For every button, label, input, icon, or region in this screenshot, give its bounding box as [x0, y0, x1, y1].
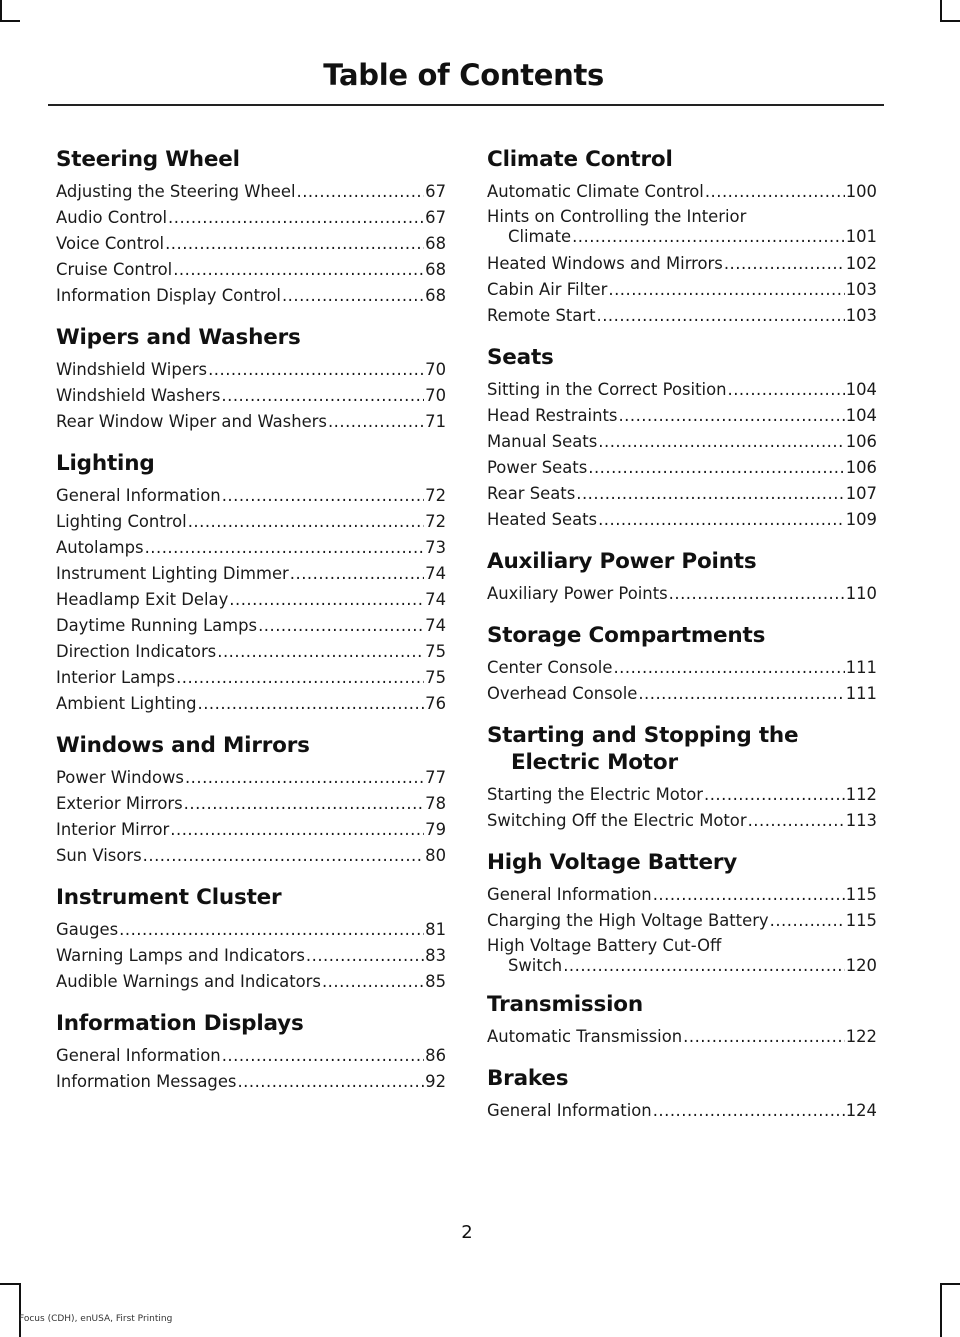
toc-entry-page: 77 [425, 768, 446, 787]
toc-entry-label: General Information [487, 885, 652, 904]
toc-leader-dots [258, 613, 424, 639]
section-title [56, 884, 446, 911]
toc-entry-label: Windshield Washers [56, 386, 221, 405]
toc-section [56, 1010, 446, 1095]
toc-entry-page: 106 [845, 432, 877, 451]
toc-entry[interactable] [487, 1024, 877, 1050]
toc-entry[interactable] [56, 383, 446, 409]
toc-entry-label: Charging the High Voltage Battery [487, 911, 769, 930]
toc-right-column [487, 146, 877, 1139]
toc-entry[interactable] [56, 691, 446, 717]
toc-entry-page: 68 [425, 286, 446, 305]
toc-leader-dots [221, 383, 424, 409]
toc-leader-dots [748, 808, 845, 834]
toc-entry[interactable] [56, 1069, 446, 1095]
toc-entry[interactable] [487, 581, 877, 607]
toc-entry-label: General Information [487, 1101, 652, 1120]
toc-leader-dots [588, 455, 844, 481]
toc-entry[interactable] [56, 509, 446, 535]
toc-entry[interactable] [56, 613, 446, 639]
toc-entry[interactable] [487, 681, 877, 707]
toc-section [487, 344, 877, 533]
section-title-text: Seats [487, 345, 554, 370]
toc-entry-label: Heated Seats [487, 510, 598, 529]
toc-section [487, 849, 877, 976]
toc-section [56, 146, 446, 309]
toc-entry[interactable] [56, 943, 446, 969]
toc-entry[interactable] [487, 277, 877, 303]
toc-entry-label: Lighting Control [56, 512, 187, 531]
toc-entry-page: 85 [425, 972, 446, 991]
section-title-text: Instrument Cluster [56, 885, 282, 910]
toc-entry-label: Cabin Air Filter [487, 280, 608, 299]
toc-leader-dots [217, 639, 424, 665]
section-title [487, 548, 877, 575]
toc-entry-page: 112 [845, 785, 877, 804]
toc-entry-page: 75 [425, 642, 446, 661]
toc-leader-dots [638, 681, 844, 707]
toc-entry-page: 79 [425, 820, 446, 839]
toc-entry-label: Heated Windows and Mirrors [487, 254, 723, 273]
toc-leader-dots [306, 943, 424, 969]
toc-entry-page: 103 [845, 306, 877, 325]
section-title [56, 146, 446, 173]
toc-leader-dots [188, 509, 424, 535]
toc-section [56, 450, 446, 717]
toc-entry-page: 76 [425, 694, 446, 713]
toc-entry-label-line2: Climate [508, 227, 572, 246]
toc-entry[interactable] [487, 507, 877, 533]
section-title-text: Climate Control [487, 147, 673, 172]
toc-entry[interactable] [487, 403, 877, 429]
toc-entry-label: Power Seats [487, 458, 588, 477]
toc-entry-label: Audio Control [56, 208, 168, 227]
toc-entry[interactable] [487, 207, 877, 247]
toc-entry-label: Voice Control [56, 234, 165, 253]
toc-section [56, 324, 446, 435]
toc-entry[interactable] [56, 587, 446, 613]
toc-entry-page: 120 [845, 956, 877, 975]
toc-entry-page: 74 [425, 564, 446, 583]
toc-leader-dots [222, 483, 424, 509]
toc-leader-dots [229, 587, 424, 613]
toc-leader-dots [572, 227, 845, 247]
toc-entry-page: 110 [845, 584, 877, 603]
toc-entry-label: Head Restraints [487, 406, 618, 425]
toc-entry[interactable] [487, 455, 877, 481]
toc-entry-page: 81 [425, 920, 446, 939]
toc-entry[interactable] [487, 808, 877, 834]
toc-entry-page: 107 [845, 484, 877, 503]
toc-entry-page: 68 [425, 260, 446, 279]
toc-leader-dots [143, 843, 424, 869]
toc-entry[interactable] [487, 655, 877, 681]
toc-entry-page: 74 [425, 590, 446, 609]
toc-entry-page: 106 [845, 458, 877, 477]
toc-entry-label: Windshield Wipers [56, 360, 208, 379]
toc-entry-label: Instrument Lighting Dimmer [56, 564, 289, 583]
toc-entry-page: 113 [845, 811, 877, 830]
toc-entry-label: High Voltage Battery Cut-Off [487, 936, 722, 955]
section-title [487, 849, 877, 876]
toc-left-column [56, 146, 446, 1110]
toc-entry-label: General Information [56, 486, 221, 505]
section-title [487, 991, 877, 1018]
toc-entry[interactable] [56, 765, 446, 791]
section-title-text: Wipers and Washers [56, 325, 301, 350]
toc-entry-page: 75 [425, 668, 446, 687]
toc-entry-label: Adjusting the Steering Wheel [56, 182, 296, 201]
toc-leader-dots [222, 1043, 424, 1069]
toc-leader-dots [704, 782, 845, 808]
toc-entry[interactable] [56, 483, 446, 509]
toc-section [487, 548, 877, 607]
toc-entry-page: 72 [425, 512, 446, 531]
toc-entry[interactable] [56, 969, 446, 995]
toc-entry-label: Automatic Transmission [487, 1027, 683, 1046]
toc-entry-label: Switching Off the Electric Motor [487, 811, 747, 830]
toc-leader-dots [724, 251, 845, 277]
page-title: Table of Contents [323, 58, 604, 92]
toc-section [487, 146, 877, 329]
section-title-text: Transmission [487, 992, 643, 1017]
section-title [56, 1010, 446, 1037]
toc-entry[interactable] [487, 1098, 877, 1124]
toc-entry-page: 102 [845, 254, 877, 273]
toc-leader-dots [598, 507, 845, 533]
toc-entry-label: Remote Start [487, 306, 596, 325]
toc-leader-dots [669, 581, 845, 607]
toc-entry-page: 92 [425, 1072, 446, 1091]
toc-entry[interactable] [56, 843, 446, 869]
toc-entry-label: Automatic Climate Control [487, 182, 704, 201]
toc-entry-label: Sun Visors [56, 846, 142, 865]
section-title-text: Auxiliary Power Points [487, 549, 757, 574]
crop-mark [0, 20, 20, 22]
toc-entry-label: Center Console [487, 658, 613, 677]
section-title [56, 324, 446, 351]
toc-entry-label: Auxiliary Power Points [487, 584, 668, 603]
toc-entry-page: 74 [425, 616, 446, 635]
toc-entry-page: 73 [425, 538, 446, 557]
toc-entry-page: 115 [845, 911, 877, 930]
toc-entry-page: 104 [845, 406, 877, 425]
toc-leader-dots [613, 655, 844, 681]
toc-entry-page: 111 [845, 658, 877, 677]
section-title [487, 622, 877, 649]
toc-leader-dots [683, 1024, 845, 1050]
toc-entry[interactable] [56, 791, 446, 817]
crop-mark [19, 1283, 21, 1337]
section-title-text: Windows and Mirrors [56, 733, 310, 758]
toc-leader-dots [727, 377, 844, 403]
section-title-text: Storage Compartments [487, 623, 766, 648]
toc-leader-dots [176, 665, 424, 691]
toc-entry-label: Warning Lamps and Indicators [56, 946, 305, 965]
section-title [487, 344, 877, 371]
crop-mark [0, 0, 2, 20]
toc-entry-page: 111 [845, 684, 877, 703]
section-title [487, 1065, 877, 1092]
toc-leader-dots [705, 179, 845, 205]
toc-entry-page: 83 [425, 946, 446, 965]
toc-entry[interactable] [56, 357, 446, 383]
toc-leader-dots [653, 1098, 845, 1124]
toc-entry-label: Sitting in the Correct Position [487, 380, 727, 399]
toc-entry[interactable] [56, 205, 446, 231]
toc-leader-dots [165, 231, 424, 257]
toc-leader-dots [597, 303, 845, 329]
toc-leader-dots [185, 765, 424, 791]
toc-leader-dots [168, 205, 424, 231]
toc-entry[interactable] [56, 561, 446, 587]
toc-entry-label: Exterior Mirrors [56, 794, 183, 813]
toc-entry-label: Rear Window Wiper and Washers [56, 412, 327, 431]
section-title-text: Lighting [56, 451, 155, 476]
toc-entry-label: Interior Lamps [56, 668, 176, 687]
toc-entry[interactable] [56, 917, 446, 943]
toc-entry-label: Gauges [56, 920, 119, 939]
toc-entry-label-line2: Switch [508, 956, 563, 975]
toc-leader-dots [184, 791, 424, 817]
toc-entry-continuation [487, 956, 877, 976]
toc-entry-page: 71 [425, 412, 446, 431]
toc-leader-dots [145, 535, 425, 561]
toc-entry[interactable] [487, 377, 877, 403]
toc-entry-label: Starting the Electric Motor [487, 785, 704, 804]
toc-entry[interactable] [487, 782, 877, 808]
crop-mark [940, 20, 960, 22]
toc-leader-dots [598, 429, 844, 455]
toc-entry-label: Manual Seats [487, 432, 598, 451]
toc-entry-label: Audible Warnings and Indicators [56, 972, 321, 991]
toc-entry-page: 70 [425, 386, 446, 405]
toc-entry[interactable] [56, 665, 446, 691]
toc-entry-page: 122 [845, 1027, 877, 1046]
toc-entry-label: Information Messages [56, 1072, 237, 1091]
toc-entry[interactable] [487, 908, 877, 934]
toc-entry-page: 86 [425, 1046, 446, 1065]
toc-entry-page: 72 [425, 486, 446, 505]
toc-leader-dots [290, 561, 424, 587]
section-title [56, 732, 446, 759]
toc-section [487, 991, 877, 1050]
toc-entry[interactable] [56, 535, 446, 561]
header-divider [48, 104, 884, 106]
toc-entry[interactable] [56, 1043, 446, 1069]
toc-entry[interactable] [487, 882, 877, 908]
section-title-text: Information Displays [56, 1011, 304, 1036]
toc-leader-dots [328, 409, 424, 435]
edition-footer: Focus (CDH), enUSA, First Printing [19, 1314, 173, 1324]
toc-entry-page: 104 [845, 380, 877, 399]
toc-entry[interactable] [56, 639, 446, 665]
section-title [487, 722, 877, 776]
section-title [56, 450, 446, 477]
toc-entry[interactable] [56, 231, 446, 257]
toc-leader-dots [173, 257, 424, 283]
section-title-text: Steering Wheel [56, 147, 240, 172]
toc-entry-continuation [487, 227, 877, 247]
toc-entry[interactable] [487, 251, 877, 277]
toc-leader-dots [198, 691, 425, 717]
toc-leader-dots [653, 882, 845, 908]
toc-leader-dots [119, 917, 424, 943]
toc-entry-page: 100 [845, 182, 877, 201]
toc-leader-dots [563, 956, 845, 976]
toc-entry-label: Autolamps [56, 538, 144, 557]
section-title-text: Brakes [487, 1066, 569, 1091]
toc-entry-page: 67 [425, 182, 446, 201]
toc-entry-page: 78 [425, 794, 446, 813]
toc-entry[interactable] [487, 936, 877, 976]
toc-leader-dots [237, 1069, 424, 1095]
toc-entry[interactable] [487, 481, 877, 507]
toc-leader-dots [322, 969, 424, 995]
toc-entry[interactable] [56, 817, 446, 843]
page-number: 2 [461, 1222, 473, 1243]
toc-entry-label: Information Display Control [56, 286, 281, 305]
toc-section [56, 884, 446, 995]
toc-entry[interactable] [56, 179, 446, 205]
section-title [487, 146, 877, 173]
section-title-text-line2: Electric Motor [511, 750, 678, 775]
toc-leader-dots [608, 277, 844, 303]
toc-entry-page: 101 [845, 227, 877, 246]
toc-entry[interactable] [487, 429, 877, 455]
toc-leader-dots [170, 817, 424, 843]
toc-entry-label: Daytime Running Lamps [56, 616, 258, 635]
crop-mark [940, 1283, 942, 1337]
toc-entry-label: Ambient Lighting [56, 694, 197, 713]
toc-entry-page: 103 [845, 280, 877, 299]
toc-leader-dots [282, 283, 424, 309]
toc-entry-page: 80 [425, 846, 446, 865]
section-title-text: Starting and Stopping the [487, 723, 799, 748]
toc-entry-page: 67 [425, 208, 446, 227]
crop-mark [0, 1283, 20, 1285]
toc-entry-label: Headlamp Exit Delay [56, 590, 229, 609]
toc-leader-dots [618, 403, 844, 429]
toc-entry[interactable] [487, 303, 877, 329]
toc-section [487, 622, 877, 707]
toc-entry-page: 70 [425, 360, 446, 379]
toc-entry-label: Power Windows [56, 768, 184, 787]
toc-entry-label: Interior Mirror [56, 820, 170, 839]
section-title-text: High Voltage Battery [487, 850, 738, 875]
toc-entry-label: Overhead Console [487, 684, 638, 703]
crop-mark [940, 0, 942, 20]
toc-entry[interactable] [56, 283, 446, 309]
toc-entry[interactable] [56, 257, 446, 283]
toc-entry-label: General Information [56, 1046, 221, 1065]
toc-section [487, 722, 877, 834]
crop-mark [940, 1283, 960, 1285]
toc-entry-label: Rear Seats [487, 484, 576, 503]
toc-entry-page: 68 [425, 234, 446, 253]
toc-section [56, 732, 446, 869]
toc-entry-page: 109 [845, 510, 877, 529]
toc-entry-label: Direction Indicators [56, 642, 217, 661]
toc-entry[interactable] [56, 409, 446, 435]
toc-section [487, 1065, 877, 1124]
toc-entry-page: 124 [845, 1101, 877, 1120]
toc-leader-dots [770, 908, 845, 934]
toc-entry-page: 115 [845, 885, 877, 904]
toc-entry[interactable] [487, 179, 877, 205]
toc-entry-label: Cruise Control [56, 260, 173, 279]
toc-leader-dots [576, 481, 844, 507]
toc-leader-dots [297, 179, 425, 205]
toc-entry-label: Hints on Controlling the Interior [487, 207, 747, 226]
toc-leader-dots [208, 357, 424, 383]
